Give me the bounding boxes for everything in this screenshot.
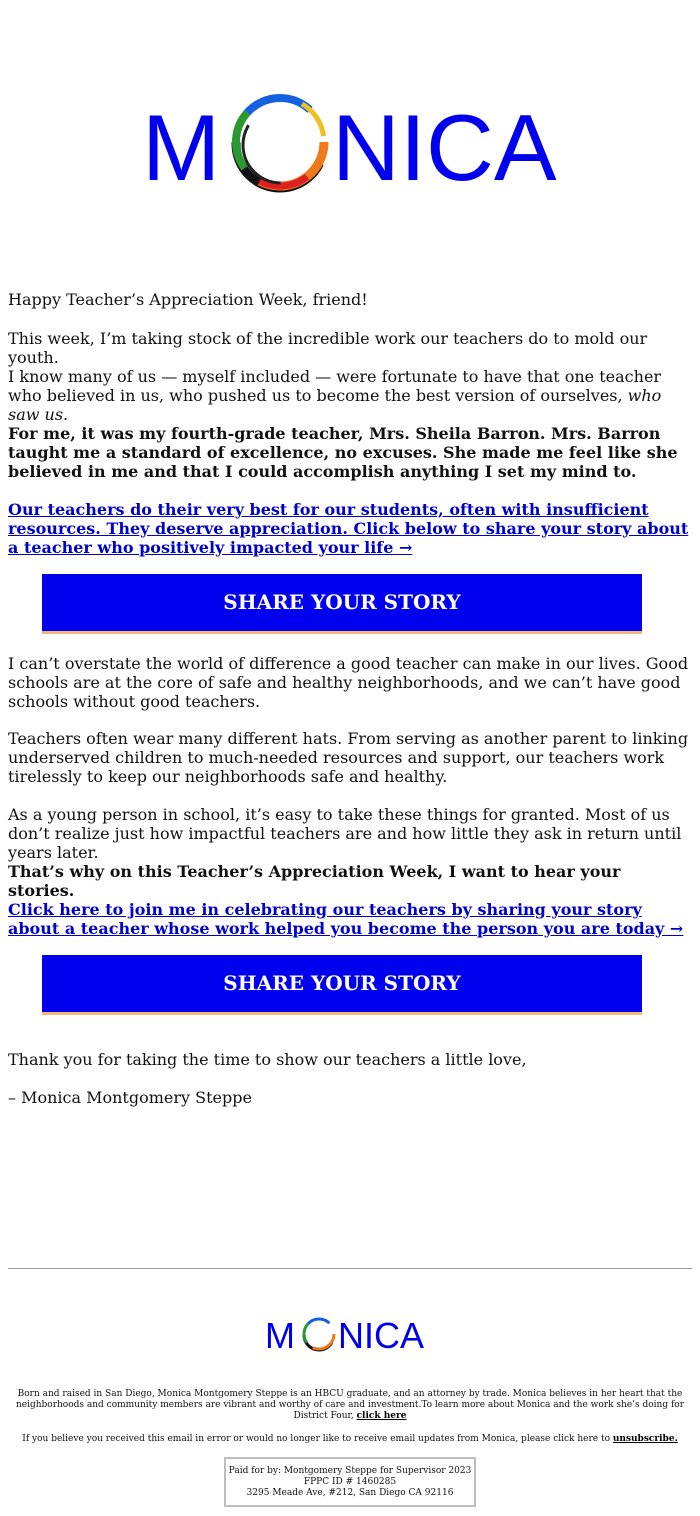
share-story-link-1[interactable]: Our teachers do their very best for our students, often with insufficient resources. They deserve appreciation. Click below to share your story about a teacher who positively impacted your life → bbox=[8, 500, 689, 557]
share-story-link-1-container bbox=[8, 500, 692, 557]
footer-unsubscribe-text: If you believe you received this email in error or would no longer like to receive email updates from Monica, please click here to bbox=[22, 1434, 613, 1444]
unsubscribe-link[interactable]: unsubscribe. bbox=[612, 1434, 678, 1444]
footer-bio-text: Born and raised in San Diego, Monica Montgomery Steppe is an HBCU graduate, and an attorney by trade. Monica believes in her heart that the neighborhoods and community members are vibrant and worthy of care and investment.To learn more about Monica and the work she’s doing for District Four, bbox=[15, 1389, 685, 1421]
share-story-link-2-container bbox=[8, 900, 692, 938]
paragraph-teacher-belief-italic: who saw us. bbox=[8, 386, 662, 424]
logo-letters-nica: NICA bbox=[332, 95, 557, 200]
closing-line: Thank you for taking the time to show our teachers a little love, bbox=[8, 1050, 527, 1069]
address: 3295 Meade Ave, #212, San Diego CA 92116 bbox=[246, 1488, 454, 1498]
share-your-story-button-1[interactable]: SHARE YOUR STORY bbox=[42, 574, 642, 634]
paragraph-intro: This week, I’m taking stock of the incredible work our teachers do to mold our youth. bbox=[8, 329, 648, 367]
footer-unsubscribe bbox=[8, 1434, 692, 1445]
logo-ring-icon bbox=[236, 98, 324, 188]
share-your-story-button-2[interactable]: SHARE YOUR STORY bbox=[42, 955, 642, 1015]
monica-logo bbox=[140, 70, 560, 220]
share-story-link-2[interactable]: Click here to join me in celebrating our teachers by sharing your story about a teacher whose work helped you become the person you are today → bbox=[8, 900, 684, 938]
paragraph-teacher-belief bbox=[8, 367, 692, 424]
paid-for-box bbox=[224, 1457, 476, 1507]
footer-logo-letters-nica: NICA bbox=[338, 1315, 425, 1356]
paragraph-hear-stories: That’s why on this Teacher’s Appreciation Week, I want to hear your stories. bbox=[8, 862, 621, 900]
paragraph-many-hats: Teachers often wear many different hats. From serving as another parent to linking underserved children to much-needed resources and support, our teachers work tirelessly to keep our neighborhoods safe and healthy. bbox=[8, 729, 689, 786]
paid-for-line: Paid for by: Montgomery Steppe for Supervisor 2023 bbox=[228, 1466, 472, 1476]
footer-logo-letter-m: M bbox=[265, 1315, 295, 1356]
footer-divider bbox=[8, 1268, 692, 1269]
paragraph-granted: As a young person in school, it’s easy to take these things for granted. Most of us don’t realize just how impactful teachers are and how little they ask in return until years later. bbox=[8, 805, 682, 862]
footer-logo bbox=[0, 1310, 700, 1356]
footer-click-here-link[interactable]: click here bbox=[356, 1411, 407, 1421]
footer-logo-ring-icon bbox=[304, 1319, 334, 1350]
paragraph-fourth-grade: For me, it was my fourth-grade teacher, Mrs. Sheila Barron. Mrs. Barron taught me a standard of excellence, no excuses. She made me feel like she believed in me and that I could accomplish anything I set my mind to. bbox=[8, 424, 678, 481]
paragraph-difference: I can’t overstate the world of difference a good teacher can make in our lives. Good schools are at the core of safe and healthy neighborhoods, and we can’t have good schools without good teachers. bbox=[8, 654, 689, 711]
footer-bio bbox=[8, 1389, 692, 1422]
paragraph-teacher-belief-text: I know many of us — myself included — were fortunate to have that one teacher who believed in us, who pushed us to become the best version of ourselves, bbox=[8, 367, 662, 405]
signature: – Monica Montgomery Steppe bbox=[8, 1088, 252, 1107]
fppc-id: FPPC ID # 1460285 bbox=[303, 1477, 397, 1487]
header-logo bbox=[0, 70, 700, 220]
logo-letter-m: M bbox=[142, 95, 221, 200]
monica-logo-small bbox=[265, 1310, 435, 1356]
greeting: Happy Teacher’s Appreciation Week, friend! bbox=[8, 290, 368, 309]
